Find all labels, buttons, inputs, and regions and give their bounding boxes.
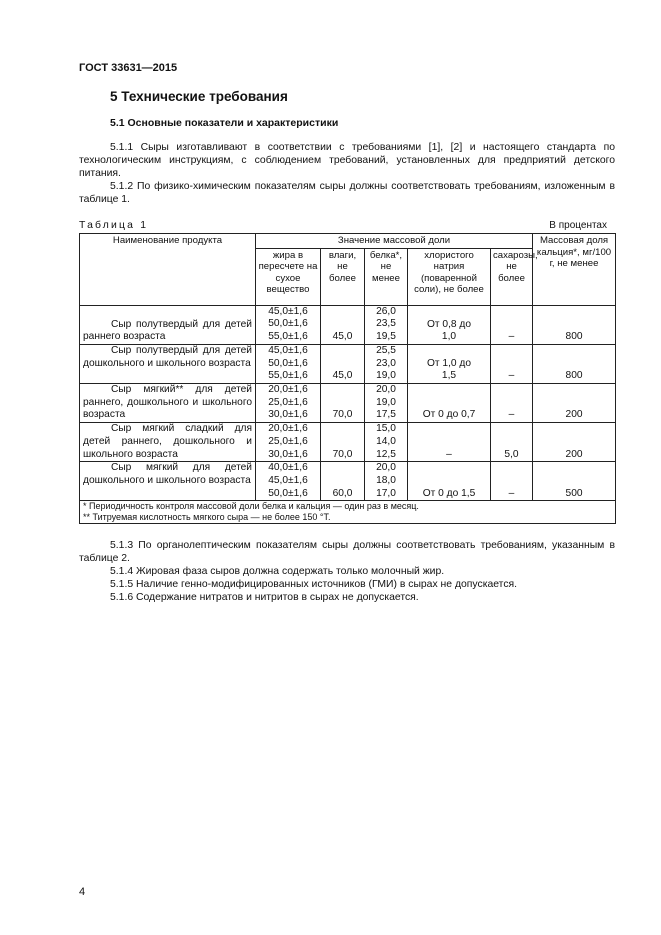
- protein-value: 25,5: [376, 344, 396, 356]
- salt-value: 1,0: [441, 331, 457, 343]
- cell-fat: [256, 423, 321, 462]
- cell-sugar: –: [491, 305, 533, 344]
- cell-calcium: 200: [533, 384, 616, 423]
- cell-salt: [408, 462, 491, 501]
- cell-moisture: 70,0: [321, 384, 365, 423]
- salt-value: 1,5: [441, 370, 457, 382]
- header-name: Наименование продукта: [80, 234, 256, 306]
- header-sugar: сахарозы, не более: [491, 248, 533, 305]
- document-header: ГОСТ 33631—2015: [79, 62, 178, 74]
- salt-value: От 0 до 0,7: [422, 409, 476, 421]
- cell-product-name: Сыр полутвердый для детей раннего возраста: [80, 305, 256, 344]
- protein-value: 17,0: [376, 487, 396, 499]
- cell-fat: [256, 305, 321, 344]
- cell-product-name: Сыр мягкий для детей дошкольного и школьного возраста: [80, 462, 256, 501]
- cell-product-name: Сыр полутвердый для детей дошкольного и школьного возраста: [80, 344, 256, 383]
- cell-fat: [256, 344, 321, 383]
- cell-moisture: 70,0: [321, 423, 365, 462]
- header-calcium: Массовая доля кальция*, мг/100 г, не менее: [533, 234, 616, 306]
- cell-moisture: 45,0: [321, 344, 365, 383]
- cell-calcium: 800: [533, 305, 616, 344]
- fat-value: 20,0±1,6: [268, 384, 308, 396]
- fat-value: 50,0±1,6: [268, 487, 308, 499]
- cell-salt: [408, 384, 491, 423]
- table-row: [80, 384, 616, 423]
- table-1: [79, 233, 616, 524]
- paragraph-5-1-1: 5.1.1 Сыры изготавливают в соответствии с требованиями [1], [2] и настоящего стандарта по технологическим инструкциям, с соблюдением требований, установленных для предприятий детского питания.: [79, 142, 615, 179]
- cell-moisture: 45,0: [321, 305, 365, 344]
- cell-moisture: 60,0: [321, 462, 365, 501]
- paragraph-5-1-4: 5.1.4 Жировая фаза сыров должна содержать только молочный жир.: [110, 566, 445, 577]
- table-units: В процентах: [549, 220, 607, 231]
- fat-value: 50,0±1,6: [268, 357, 308, 369]
- fat-value: 55,0±1,6: [268, 330, 308, 342]
- header-salt: хлористого натрия (поваренной соли), не более: [408, 248, 491, 305]
- closing-paragraphs: [79, 539, 615, 604]
- salt-value: –: [446, 448, 452, 460]
- table-caption: Таблица 1: [79, 220, 149, 231]
- fat-value: 40,0±1,6: [268, 462, 308, 474]
- table-row: [80, 462, 616, 501]
- cell-product-name: Сыр мягкий** для детей раннего, дошкольного и школьного возраста: [80, 384, 256, 423]
- cell-fat: [256, 384, 321, 423]
- header-protein: белка*, не менее: [365, 248, 408, 305]
- fat-value: 25,0±1,6: [268, 396, 308, 408]
- cell-protein: [365, 305, 408, 344]
- protein-value: 19,5: [376, 330, 396, 342]
- paragraph-5-1-2: 5.1.2 По физико-химическим показателям сыры должны соответствовать требованиям, изложенным в таблице 1.: [79, 181, 615, 205]
- paragraph-5-1-5: 5.1.5 Наличие генно-модифицированных источников (ГМИ) в сырах не допускается.: [110, 579, 518, 590]
- cell-product-name: Сыр мягкий сладкий для детей раннего, дошкольного и школьного возраста: [80, 423, 256, 462]
- protein-value: 20,0: [376, 384, 396, 396]
- cell-protein: [365, 384, 408, 423]
- salt-value: От 0,8 до: [426, 318, 472, 330]
- footnote-2: ** Титруемая кислотность мягкого сыра — не более 150 °Т.: [83, 512, 331, 523]
- header-moisture: влаги, не более: [321, 248, 365, 305]
- protein-value: 18,0: [376, 474, 396, 486]
- cell-calcium: 200: [533, 423, 616, 462]
- fat-value: 55,0±1,6: [268, 370, 308, 382]
- subsection-title: 5.1 Основные показатели и характеристики: [110, 117, 339, 129]
- table-row: [80, 423, 616, 462]
- protein-value: 26,0: [376, 305, 396, 317]
- salt-value: От 1,0 до: [426, 357, 472, 369]
- table-footnotes: [80, 501, 616, 524]
- paragraph-5-1-3: 5.1.3 По органолептическим показателям сыры должны соответствовать требованиям, указанным в таблице 2.: [79, 540, 615, 564]
- protein-value: 19,0: [376, 396, 396, 408]
- intro-paragraphs: [79, 141, 615, 206]
- fat-value: 20,0±1,6: [268, 423, 308, 435]
- paragraph-5-1-6: 5.1.6 Содержание нитратов и нитритов в сырах не допускается.: [110, 592, 419, 603]
- protein-value: 17,5: [376, 409, 396, 421]
- fat-value: 45,0±1,6: [268, 474, 308, 486]
- fat-value: 45,0±1,6: [268, 305, 308, 317]
- fat-value: 30,0±1,6: [268, 409, 308, 421]
- cell-protein: [365, 344, 408, 383]
- protein-value: 20,0: [376, 462, 396, 474]
- protein-value: 14,0: [376, 435, 396, 447]
- footnote-1: * Периодичность контроля массовой доли белка и кальция — один раз в месяц.: [83, 501, 419, 512]
- page-number: 4: [79, 886, 86, 898]
- header-group: Значение массовой доли: [256, 234, 533, 249]
- fat-value: 45,0±1,6: [268, 344, 308, 356]
- cell-salt: [408, 305, 491, 344]
- fat-value: 50,0±1,6: [268, 318, 308, 330]
- protein-value: 23,5: [376, 318, 396, 330]
- cell-sugar: –: [491, 462, 533, 501]
- table-row: [80, 344, 616, 383]
- protein-value: 12,5: [376, 448, 396, 460]
- protein-value: 15,0: [376, 423, 396, 435]
- cell-sugar: –: [491, 384, 533, 423]
- header-fat: жира в пересчете на сухое вещество: [256, 248, 321, 305]
- cell-calcium: 500: [533, 462, 616, 501]
- cell-protein: [365, 462, 408, 501]
- protein-value: 23,0: [376, 357, 396, 369]
- cell-protein: [365, 423, 408, 462]
- table-row: [80, 305, 616, 344]
- section-title: 5 Технические требования: [110, 89, 288, 104]
- fat-value: 25,0±1,6: [268, 435, 308, 447]
- cell-fat: [256, 462, 321, 501]
- cell-sugar: 5,0: [491, 423, 533, 462]
- protein-value: 19,0: [376, 370, 396, 382]
- fat-value: 30,0±1,6: [268, 448, 308, 460]
- cell-sugar: –: [491, 344, 533, 383]
- salt-value: От 0 до 1,5: [422, 487, 476, 499]
- cell-salt: [408, 344, 491, 383]
- cell-calcium: 800: [533, 344, 616, 383]
- cell-salt: [408, 423, 491, 462]
